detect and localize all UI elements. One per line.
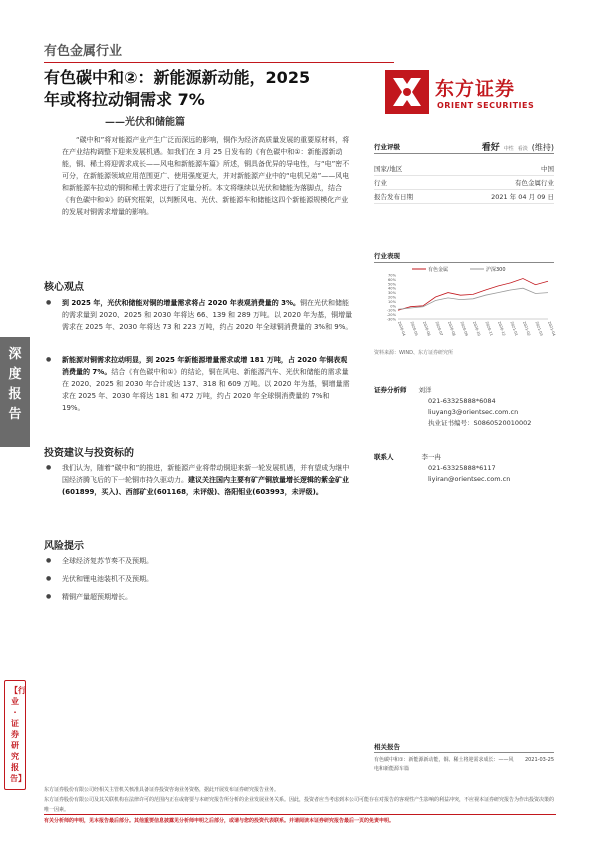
core-bullet-2 [46,354,354,414]
contact-role: 联系人 [374,453,394,461]
rating-opt-neutral: 中性 [503,146,514,152]
info-key: 国家/地区 [374,165,403,173]
chart-source: 资料来源：WIND、东方证券研究所 [374,350,454,356]
x-tick-label: 2020-07 [434,320,444,337]
analyst-name: 刘洋 [418,386,432,394]
related-list [374,756,554,774]
orient-logo [385,70,560,120]
info-value: 有色金属行业 [515,179,554,187]
risk-item [46,591,354,603]
analyst-role: 证券分析师 [374,386,407,394]
y-tick-label: 40% [388,286,396,291]
y-tick-label: 70% [388,273,396,278]
analyst-email[interactable]: liuyang3@orientsec.com.cn [428,408,519,416]
core-bullet-2-text: 结合《有色碳中和①》的结论，铜在风电、新能源汽车、光伏和储能的需求量在 2020、2025 和 2030 年合计或达 137、318 和 609 万吨。以 2020 年为基，铜增量需求在 2025 年、2030 年将达 181 和 472 万吨，约占 2020 年全球铜消费量的 7%和 19%。 [62,368,350,412]
x-tick-label: 2020-05 [409,320,419,337]
risk-heading: 风险提示 [44,541,84,552]
info-key: 行业 [374,179,387,187]
report-title [44,67,369,111]
x-tick-label: 2021-01 [509,320,519,337]
rating-opt-bearish: 看淡 [517,146,528,152]
y-tick-label: -10% [386,308,396,313]
info-row [374,190,554,204]
report-type-tab [4,680,26,790]
y-tick-label: -20% [386,313,396,318]
y-tick-label: 50% [388,282,396,287]
disclaimer [44,785,556,815]
core-bullet-2-bold: 新能源对铜需求拉动明显，到 2025 年新能源增量需求或增 181 万吨，占 2020 年铜表观消费量的 7%。 [62,356,348,376]
legend-nonferrous: 有色金属 [428,267,449,273]
analyst-cert: 执业证书编号：S0860520010002 [428,419,532,427]
x-tick-label: 2020-06 [422,320,431,337]
rating-main: 看好 [481,143,500,153]
advice-bullet [46,462,354,498]
core-bullet-1-bold: 到 2025 年，光伏和储能对铜的增量需求将占 2020 年表观消费量的 3%。 [62,299,301,307]
x-tick-label: 2020-09 [459,320,469,337]
related-heading: 相关报告 [374,742,554,753]
x-tick-label: 2020-10 [472,320,481,337]
title-divider [44,62,394,63]
core-bullet-1 [46,297,354,333]
contact-block [374,452,554,485]
x-tick-label: 2021-04 [547,320,556,337]
y-tick-label: -30% [386,317,396,322]
y-tick-label: 10% [388,299,396,304]
logo-cn-text: 东方证券 [435,78,516,100]
deep-report-tab-text: 深度报告 [8,347,22,422]
title-line-2: 年或将拉动铜需求 7% [44,90,205,109]
title-line-1: 有色碳中和②：新能源新动能，2025 [44,68,311,87]
x-tick-label: 2020-08 [447,320,456,337]
y-tick-label: 30% [388,291,396,296]
rating-options [482,140,554,153]
x-tick-label: 2020-11 [484,320,494,337]
series-line [398,279,548,311]
related-item-date: 2021-03-25 [524,757,554,763]
rating-row [374,140,554,154]
risk-item-text: 全球经济复苏节奏不及预期。 [62,557,153,565]
advice-heading: 投资建议与投资标的 [44,448,134,459]
y-tick-label: 60% [388,277,396,282]
related-item[interactable] [374,756,554,774]
footer-note: 有关分析师的申明，见本报告最后部分。其他重要信息披露见分析师申明之后部分，或请与您的投资代表联系。并请阅读本证券研究报告最后一页的免责申明。 [44,818,395,824]
bullet-dot: ● [46,356,52,363]
legend-csi300: 沪深300 [486,267,506,273]
logo-en-text: ORIENT SECURITIES [437,101,535,110]
related-item-title[interactable]: 有色碳中和①：新能源新动能，铜、稀土将迎需求成长：——风电和新能源车篇 [374,757,514,772]
contact-phone: 021-63325888*6117 [428,464,496,472]
bullet-dot: ● [46,593,52,600]
analyst-block [374,385,554,429]
orient-logo-icon [385,70,429,114]
core-bullet-1-text: 铜在光伏和储能的需求量到 2020、2025 和 2030 年将达 66、139 和 289 万吨。以 2020 年为基，铜增量需求在 2025 年、2030 年将达 73 和 223 万吨，约占 2020 年全球铜消费量的 3%和 9%。 [62,299,353,331]
y-tick-label: 0% [390,304,396,309]
bullet-dot: ● [46,575,52,582]
performance-heading: 行业表现 [374,251,554,263]
deep-report-tab [0,337,30,447]
core-heading: 核心观点 [44,282,84,293]
y-tick-label: 20% [388,295,396,300]
report-type-tab-text: 【行业·证券研究报告】 [10,686,26,783]
rating-label: 行业评级 [374,143,400,151]
rating-table [374,140,554,204]
x-tick-label: 2021-02 [522,320,531,337]
sector-label: 有色金属行业 [44,44,123,59]
bullet-dot: ● [46,464,52,471]
x-tick-label: 2020-04 [397,320,406,337]
rating-hold: (维持) [531,143,554,152]
risk-item-text: 精铜产量超预期增长。 [62,593,132,601]
intro-paragraph: “碳中和”将对能源产业产生广泛而深远的影响，铜作为经济高质量发展的重要原材料，将在产业结构调整下迎来发展机遇。如我们在 3 月 25 日发布的《有色碳中和①：新能源新动能，铜、稀土将迎需求成长——风电和新能源车篇》所述，铜具备优异的导电性，与“电”密不可分，在新能源领域应用范围更广、使用强度更大，并对新能源产业中的“电机兄弟”——风电和新能源车拉动的铜和稀土需求进行了定量分析。本文将继续以光伏和储能为落脚点，结合《有色碳中和①》的研究框架，以判断风电、光伏、新能源车和储能这四个新能源规模化产业的发展对铜需求增量的影响。 [62,136,350,216]
advice-text: 我们认为，随着“碳中和”的推进，新能源产业将带动铜迎来新一轮发展机遇，并有望成为继中国经济腾飞后的下一轮铜市持久驱动力。 [62,464,350,484]
x-tick-label: 2020-12 [497,320,506,337]
disclaimer-line-1: 东方证券股份有限公司经相关主管机关核准具备证券投资咨询业务资格，据此开展发布证券研究报告业务。 [44,787,280,793]
report-subtitle: ——光伏和储能篇 [105,117,185,128]
advice-bold: 建议关注国内主要有矿产铜放量增长逻辑的紫金矿业(601899，买入)、西部矿业(601168，未评级)、洛阳钼业(603993，未评级)。 [62,476,349,496]
risk-item [46,555,354,567]
footer-divider [44,814,556,815]
risk-item-text: 光伏和锂电池装机不及预期。 [62,575,153,583]
contact-email[interactable]: liyiran@orientsec.com.cn [428,475,511,483]
risk-item [46,573,354,585]
info-value: 2021 年 04 月 09 日 [491,193,554,201]
contact-name: 李一冉 [421,453,441,461]
disclaimer-line-2: 东方证券股份有限公司及其关联机构在法律许可的范围内正在或将要与本研究报告所分析的企业发展业务关系。因此，投资者应当考虑到本公司可能存在对报告的客观性产生影响的利益冲突，不应视本证券研究报告为作出投资决策的唯一因素。 [44,797,555,813]
analyst-phone: 021-63325888*6084 [428,397,496,405]
x-tick-label: 2021-03 [534,320,544,337]
info-value: 中国 [541,165,554,173]
bullet-dot: ● [46,557,52,564]
performance-chart [372,263,554,341]
info-row [374,176,554,190]
info-key: 报告发布日期 [374,193,413,201]
bullet-dot: ● [46,299,52,306]
info-row [374,162,554,176]
